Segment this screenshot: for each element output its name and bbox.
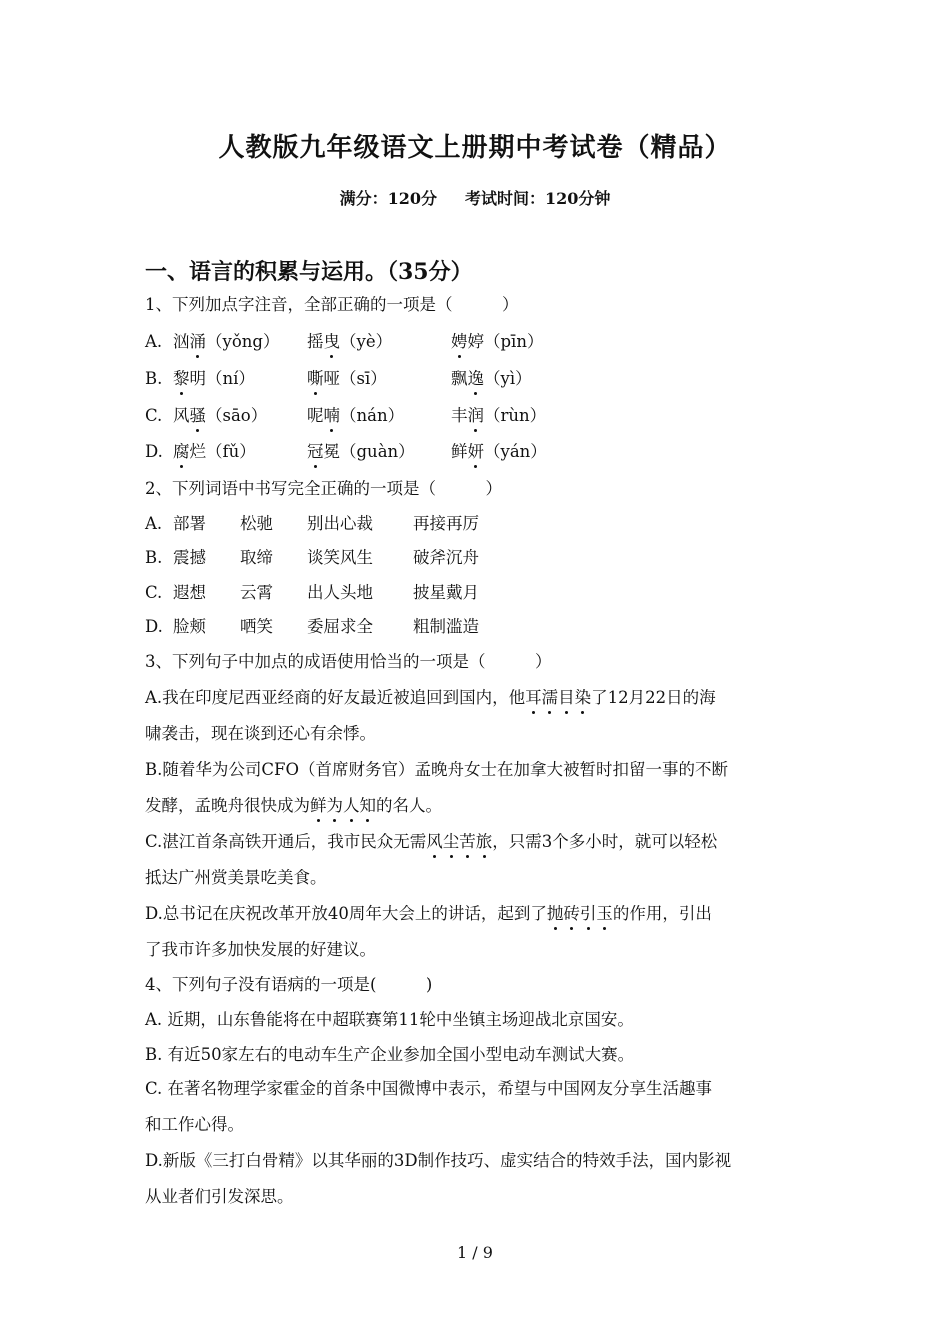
exam-time: 考试时间：120分钟: [465, 189, 611, 208]
q3-option-b-line1: B.随着华为公司CFO（首席财务官）孟晚舟女士在加拿大被暂时扣留一事的不断: [145, 760, 728, 779]
q4-option-c-line2: 和工作心得。: [145, 1115, 244, 1134]
q3-option-d-line2: 了我市许多加快发展的好建议。: [145, 940, 376, 959]
q4-option-c-line1: C. 在著名物理学家霍金的首条中国微博中表示，希望与中国网友分享生活趣事: [145, 1079, 713, 1098]
q3-option-a-line1: A.我在印度尼西亚经商的好友最近被追回到国内，他耳濡目染了12月22日的海: [145, 686, 716, 710]
q3-option-c-line1: C.湛江首条高铁开通后，我市民众无需风尘苦旅，只需3个多小时，就可以轻松: [145, 830, 717, 854]
q2-option-c: C. 遐想 云霄 出人头地 披星戴月: [145, 583, 479, 602]
q4-option-a: A. 近期，山东鲁能将在中超联赛第11轮中坐镇主场迎战北京国安。: [145, 1010, 634, 1029]
q1-option-b: B. 黎明（ní） 嘶哑（sī） 飘逸（yì）: [145, 367, 532, 391]
exam-subtitle: [0, 186, 950, 209]
q2-option-a: A. 部署 松驰 别出心裁 再接再厉: [145, 514, 479, 533]
section-heading: 一、语言的积累与运用。（35分）: [145, 259, 473, 285]
q1-option-a: A. 汹涌（yǒng） 摇曳（yè） 娉婷（pīn）: [145, 330, 543, 354]
page-number: 1 / 9: [457, 1243, 493, 1262]
q1-option-c: C. 风骚（sāo） 呢喃（nán） 丰润（rùn）: [145, 404, 546, 428]
full-score: 满分：120分: [339, 189, 437, 208]
q1-option-d: D. 腐烂（fǔ） 冠冕（guàn） 鲜妍（yán）: [145, 440, 547, 464]
exam-title: 人教版九年级语文上册期中考试卷（精品）: [218, 133, 732, 163]
q2-stem: 2、下列词语中书写完全正确的一项是（ ）: [145, 479, 502, 498]
q2-option-b: B. 震撼 取缔 谈笑风生 破斧沉舟: [145, 548, 479, 567]
q3-stem: 3、下列句子中加点的成语使用恰当的一项是（ ）: [145, 652, 552, 671]
q3-option-a-line2: 啸袭击，现在谈到还心有余悸。: [145, 724, 376, 743]
q3-option-b-line2: 发酵，孟晚舟很快成为鲜为人知的名人。: [145, 794, 442, 818]
q3-option-d-line1: D.总书记在庆祝改革开放40周年大会上的讲话，起到了抛砖引玉的作用，引出: [145, 902, 712, 926]
q4-option-b: B. 有近50家左右的电动车生产企业参加全国小型电动车测试大赛。: [145, 1045, 635, 1064]
q4-option-d-line2: 从业者们引发深思。: [145, 1187, 294, 1206]
q3-option-c-line2: 抵达广州赏美景吃美食。: [145, 868, 327, 887]
q4-stem: 4、下列句子没有语病的一项是( ): [145, 975, 433, 994]
q1-stem: 1、下列加点字注音，全部正确的一项是（ ）: [145, 295, 519, 314]
q4-option-d-line1: D.新版《三打白骨精》以其华丽的3D制作技巧、虚实结合的特效手法，国内影视: [145, 1151, 732, 1170]
q2-option-d: D. 脸颊 哂笑 委屈求全 粗制滥造: [145, 617, 479, 636]
